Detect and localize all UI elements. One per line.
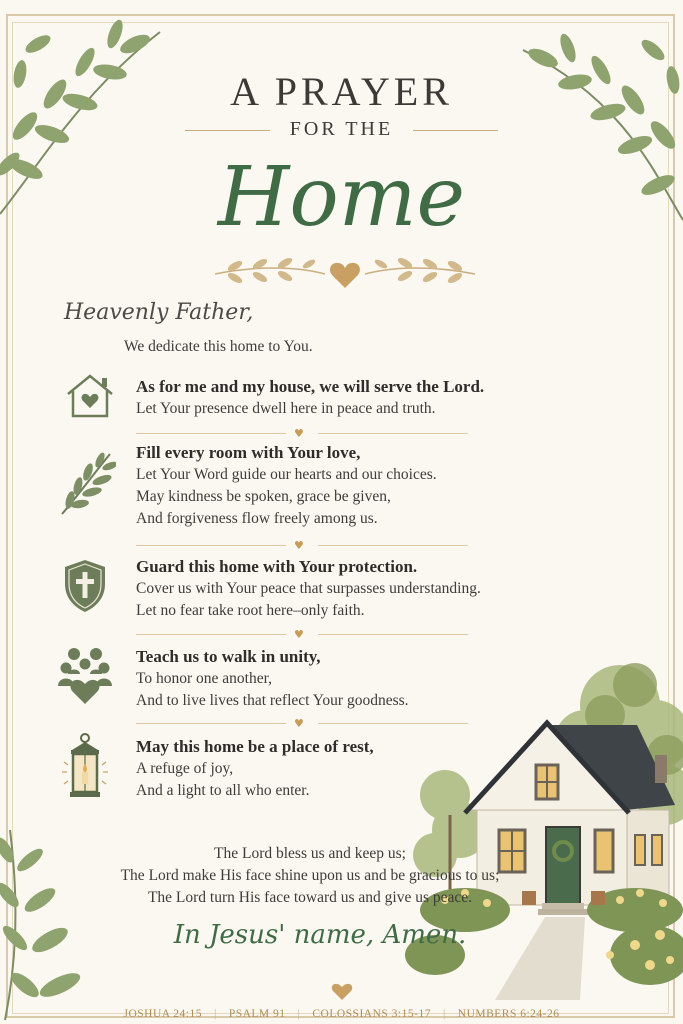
title-line-1: A PRAYER: [230, 69, 453, 114]
reference: NUMBERS 6:24-26: [457, 1008, 560, 1020]
section-divider: ♥: [136, 718, 468, 730]
reference: PSALM 91: [228, 1008, 286, 1020]
section-line: Let no fear take root here–only faith.: [136, 602, 365, 619]
title-line-2: FOR THE: [289, 118, 394, 140]
blessing-line: The Lord bless us and keep us;: [214, 845, 406, 862]
section-line: Let Your presence dwell here in peace and truth.: [136, 400, 436, 417]
section-place-of-rest: [136, 736, 374, 802]
house-heart-icon: [64, 370, 116, 422]
olive-branch-icon: [58, 450, 116, 516]
section-heading: Fill every room with Your love,: [136, 443, 361, 462]
section-line: And to live lives that reflect Your goodness.: [136, 692, 409, 709]
section-heading: Guard this home with Your protection.: [136, 557, 418, 576]
section-line: To honor one another,: [136, 670, 273, 687]
dedication-line: We dedicate this home to You.: [124, 338, 313, 355]
section-line: Cover us with Your peace that surpasses understanding.: [136, 580, 481, 597]
section-heading: May this home be a place of rest,: [136, 737, 374, 756]
section-fill-with-love: [136, 442, 437, 530]
reference: COLOSSIANS 3:15-17: [312, 1008, 431, 1020]
blessing-line: The Lord make His face shine upon us and be gracious to us;: [120, 867, 500, 884]
closing-amen: In Jesus' name, Amen.: [173, 920, 467, 950]
section-guard-home: [136, 556, 481, 622]
section-line: And a light to all who enter.: [136, 782, 310, 799]
section-line: And forgiveness flow freely among us.: [136, 510, 378, 527]
reference: JOSHUA 24:15: [123, 1008, 202, 1020]
section-serve-the-lord: [136, 376, 484, 420]
family-heart-icon: [56, 644, 114, 706]
section-heading: Teach us to walk in unity,: [136, 647, 321, 666]
section-divider: ♥: [136, 629, 468, 641]
section-line: A refuge of joy,: [136, 760, 234, 777]
blessing-line: The Lord turn His face toward us and give us peace.: [147, 889, 473, 906]
title-rule-right: [413, 130, 498, 131]
title-home: Home: [217, 150, 466, 245]
lantern-icon: [58, 732, 112, 802]
section-line: May kindness be spoken, grace be given,: [136, 488, 391, 505]
greeting: Heavenly Father,: [64, 300, 254, 325]
section-walk-in-unity: [136, 646, 409, 712]
section-divider: ♥: [136, 540, 468, 552]
scripture-references: JOSHUA 24:15 | PSALM 91 | COLOSSIANS 3:15-17 | NUMBERS 6:24-26: [0, 1008, 683, 1020]
section-heading: As for me and my house, we will serve the Lord.: [136, 377, 485, 396]
footer-heart-icon: [331, 983, 353, 1001]
section-line: Let Your Word guide our hearts and our choices.: [136, 466, 437, 483]
aaronic-blessing: [30, 843, 590, 909]
laurel-heart-ornament: [205, 252, 485, 292]
shield-cross-icon: [62, 558, 108, 614]
section-divider: ♥: [136, 428, 468, 440]
